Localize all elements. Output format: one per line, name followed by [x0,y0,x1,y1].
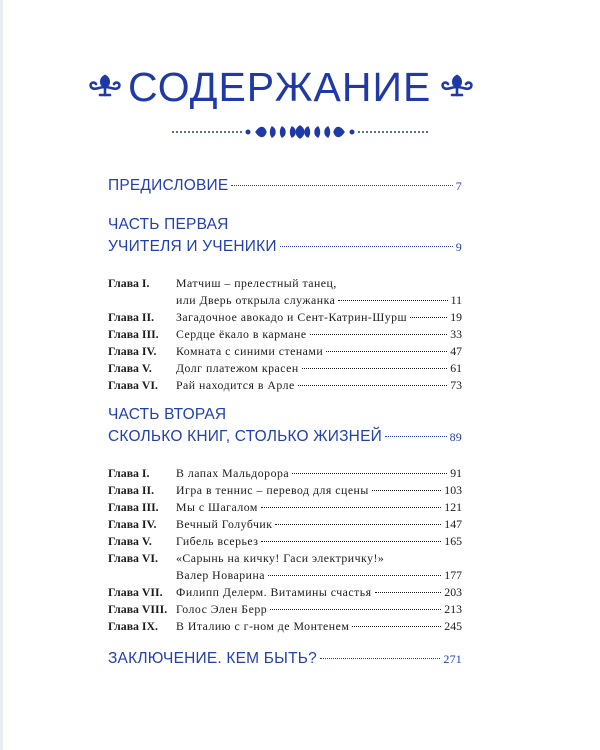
chapter-label: Глава V. [108,361,152,375]
part1-line2: УЧИТЕЛЯ И УЧЕНИКИ [108,238,277,255]
chapter-label: Глава IV. [108,344,157,358]
chapter-title: «Сарынь на кичку! Гаси электричку!» [176,551,385,565]
chapter-label: Глава VII. [108,585,163,599]
part2-line2: СКОЛЬКО КНИГ, СТОЛЬКО ЖИЗНЕЙ [108,428,382,445]
chapter-row [108,533,462,550]
part1-chapters [108,275,462,394]
chapter-row [108,499,462,516]
preface-entry [108,175,462,197]
chapter-label: Глава VIII. [108,602,168,616]
chapter-label: Глава II. [108,483,155,497]
chapter-title: Загадочное авокадо и Сент-Катрин-Шурш [176,310,408,324]
chapter-label: Глава IX. [108,619,158,633]
part1-heading [108,214,462,258]
chapter-title: Гибель всерьез [176,534,259,548]
chapter-title: Сердце ёкало в кармане [176,327,307,341]
chapter-row [108,326,462,343]
chapter-title: Вечный Голубчик [176,517,273,531]
chapter-row [108,377,462,394]
chapter-title: В Италию с г-ном де Монтенем [176,619,350,633]
chapter-label: Глава VI. [108,378,158,392]
chapter-row [108,360,462,377]
chapter-page: 47 [450,344,462,358]
chapter-title: или Дверь открыла служанка [176,293,336,307]
leader-dots [275,524,441,525]
chapter-page: 147 [444,517,462,531]
chapter-label: Глава I. [108,466,150,480]
chapter-page: 33 [450,327,462,341]
leader-dots [268,575,441,576]
chapter-label: Глава II. [108,310,155,324]
leader-dots [261,507,441,508]
leader-dots [320,658,440,659]
part2-line1: ЧАСТЬ ВТОРАЯ [108,406,227,423]
chapter-row [108,275,462,292]
leader-dots [310,334,448,335]
chapter-title: Валер Новарина [176,568,266,582]
chapter-page: 213 [444,602,462,616]
chapter-page: 91 [450,466,462,480]
chapter-label: Глава IV. [108,517,157,531]
part2-page: 89 [449,430,462,444]
fleuron-left-icon [88,73,122,99]
conclusion-page: 271 [443,652,462,666]
chapter-page: 245 [444,619,462,633]
leader-dots [410,317,447,318]
chapter-row [108,550,462,567]
chapter-page: 61 [450,361,462,375]
chapter-row [108,601,462,618]
chapter-row [108,618,462,635]
chapter-row [108,584,462,601]
leader-dots [375,592,442,593]
ornamental-divider-icon [172,124,428,140]
preface-label: ПРЕДИСЛОВИЕ [108,177,229,194]
leader-dots [338,300,447,301]
leader-dots [326,351,447,352]
leader-dots [298,385,447,386]
chapter-page: 73 [450,378,462,392]
chapter-row [108,292,462,309]
chapter-label: Глава III. [108,500,159,514]
chapter-title: В лапах Мальдорора [176,466,290,480]
chapter-page: 103 [444,483,462,497]
chapter-label: Глава I. [108,276,150,290]
leader-dots [261,541,441,542]
leader-dots [372,490,442,491]
chapter-label: Глава VI. [108,551,158,565]
leader-dots [280,246,453,247]
chapter-page: 177 [444,568,462,582]
chapter-page: 165 [444,534,462,548]
leader-dots [385,436,447,437]
chapter-row [108,482,462,499]
chapter-label: Глава III. [108,327,159,341]
chapter-page: 121 [444,500,462,514]
preface-page: 7 [455,179,462,193]
chapter-title: Голос Элен Берр [176,602,268,616]
chapter-title: Комната с синими стенами [176,344,324,358]
chapter-title: Рай находится в Арле [176,378,295,392]
chapter-label: Глава V. [108,534,152,548]
chapter-title: Долг платежом красен [176,361,299,375]
chapter-title: Филипп Делерм. Витамины счастья [176,585,372,599]
leader-dots [292,473,447,474]
chapter-title: Матчиш – прелестный танец, [176,276,337,290]
leader-dots [352,626,441,627]
chapter-title: Мы с Шагалом [176,500,258,514]
chapter-row [108,309,462,326]
page-title: СОДЕРЖАНИЕ [128,64,432,110]
chapter-page: 19 [450,310,462,324]
conclusion-entry [108,648,462,670]
part1-line1: ЧАСТЬ ПЕРВАЯ [108,216,229,233]
page-edge-shadow [0,0,3,750]
chapter-title: Игра в теннис – перевод для сцены [176,483,369,497]
chapter-row [108,516,462,533]
title-row [0,62,600,112]
fleuron-right-icon [440,73,474,99]
chapter-row [108,465,462,482]
chapter-row [108,567,462,584]
leader-dots [270,609,441,610]
part1-page: 9 [455,240,462,254]
leader-dots [302,368,447,369]
part2-chapters [108,465,462,635]
conclusion-label: ЗАКЛЮЧЕНИЕ. КЕМ БЫТЬ? [108,650,317,667]
part2-heading [108,404,462,448]
leader-dots [231,185,452,186]
chapter-page: 203 [444,585,462,599]
chapter-page: 11 [450,293,462,307]
chapter-row [108,343,462,360]
